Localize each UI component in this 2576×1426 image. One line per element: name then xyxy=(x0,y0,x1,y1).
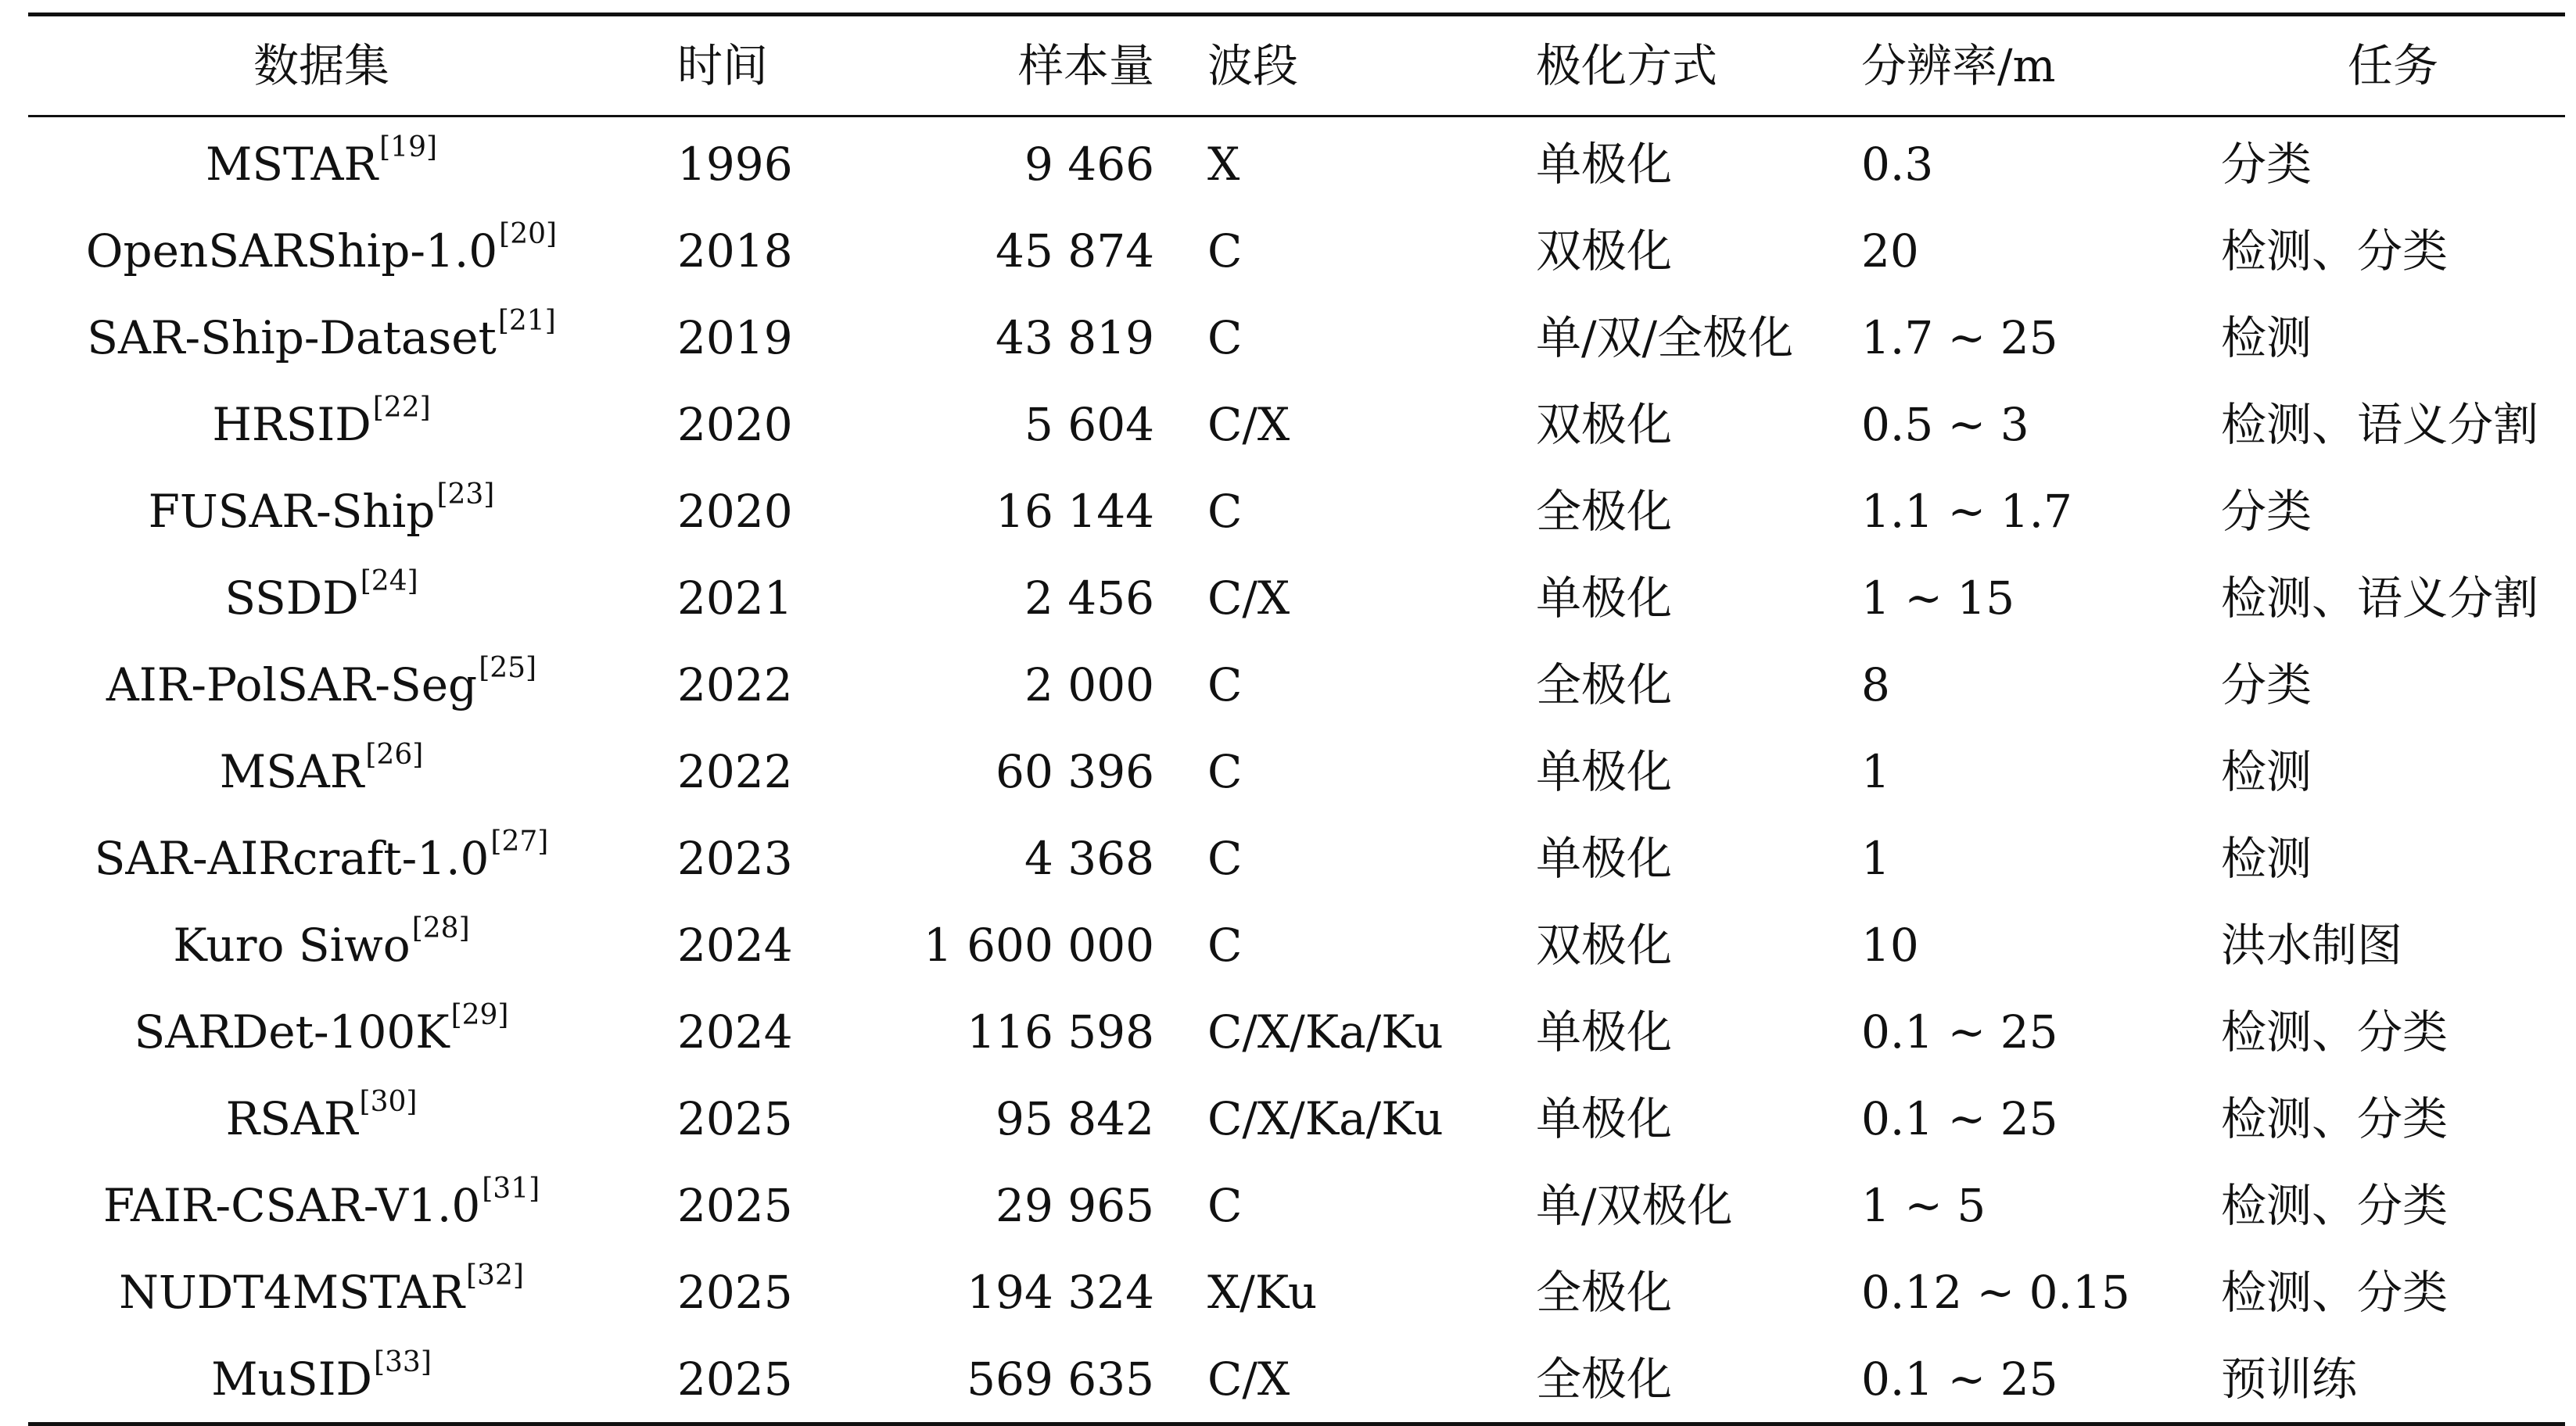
cell-year: 2025 xyxy=(677,1178,793,1232)
cell-dataset-name xyxy=(28,294,615,381)
dataset-name: MSTAR xyxy=(205,137,379,191)
table-row xyxy=(28,728,2565,815)
cell-polarization: 双极化 xyxy=(1536,397,1673,451)
cell-dataset-name xyxy=(28,554,615,641)
dataset-name: Kuro Siwo xyxy=(173,918,411,972)
cell-sample-count: 569 635 xyxy=(967,1352,1154,1406)
cell-year: 2023 xyxy=(677,831,793,885)
cell-sample-count: 95 842 xyxy=(996,1091,1154,1145)
table-row xyxy=(28,815,2565,901)
table-row xyxy=(28,988,2565,1075)
cell-sample-count: 1 600 000 xyxy=(923,918,1154,972)
cell-dataset-name xyxy=(28,468,615,554)
dataset-name: HRSID xyxy=(212,397,371,451)
table-row xyxy=(28,1335,2565,1422)
cell-polarization: 全极化 xyxy=(1536,484,1673,538)
citation-ref: [28] xyxy=(411,912,470,944)
cell-band: C xyxy=(1207,310,1243,364)
dataset-name: MSAR xyxy=(219,744,364,798)
cell-year: 2025 xyxy=(677,1352,793,1406)
citation-ref: [21] xyxy=(497,304,556,337)
dataset-name: RSAR xyxy=(225,1091,358,1145)
cell-resolution: 1 xyxy=(1861,831,1890,885)
cell-task: 检测、分类 xyxy=(2221,224,2449,278)
cell-band: C/X/Ka/Ku xyxy=(1207,1005,1444,1059)
citation-ref: [30] xyxy=(359,1085,418,1118)
dataset-name: OpenSARShip-1.0 xyxy=(85,224,498,278)
cell-dataset-name xyxy=(28,901,615,988)
cell-dataset-name xyxy=(28,1335,615,1422)
citation-ref: [20] xyxy=(499,217,558,250)
cell-resolution: 0.1 ~ 25 xyxy=(1861,1352,2058,1406)
cell-sample-count: 16 144 xyxy=(996,484,1154,538)
table-row xyxy=(28,468,2565,554)
cell-dataset-name xyxy=(28,988,615,1075)
dataset-name: SAR-AIRcraft-1.0 xyxy=(94,831,490,885)
cell-resolution: 20 xyxy=(1861,224,1919,278)
cell-polarization: 单极化 xyxy=(1536,571,1673,625)
cell-year: 2019 xyxy=(677,310,793,364)
cell-sample-count: 29 965 xyxy=(996,1178,1154,1232)
cell-dataset-name xyxy=(28,815,615,901)
cell-year: 2025 xyxy=(677,1265,793,1319)
bottom-rule xyxy=(28,1422,2565,1426)
cell-resolution: 0.5 ~ 3 xyxy=(1861,397,2029,451)
dataset-name: FAIR-CSAR-V1.0 xyxy=(102,1178,481,1232)
cell-band: C/X xyxy=(1207,397,1290,451)
dataset-table-grid xyxy=(28,16,2565,1422)
citation-ref: [33] xyxy=(373,1345,432,1378)
cell-task: 检测 xyxy=(2221,744,2312,798)
cell-task: 分类 xyxy=(2221,484,2312,538)
cell-resolution: 10 xyxy=(1861,918,1919,972)
cell-polarization: 全极化 xyxy=(1536,1352,1673,1406)
cell-band: C xyxy=(1207,918,1243,972)
cell-resolution: 1.7 ~ 25 xyxy=(1861,310,2058,364)
cell-sample-count: 5 604 xyxy=(1024,397,1154,451)
cell-task: 检测、语义分割 xyxy=(2221,571,2539,625)
table-row xyxy=(28,207,2565,294)
cell-sample-count: 9 466 xyxy=(1024,137,1154,191)
table-row xyxy=(28,901,2565,988)
header-name: 数据集 xyxy=(253,39,389,92)
cell-resolution: 0.1 ~ 25 xyxy=(1861,1005,2058,1059)
cell-sample-count: 45 874 xyxy=(996,224,1154,278)
cell-year: 2025 xyxy=(677,1091,793,1145)
cell-year: 2020 xyxy=(677,484,793,538)
cell-task: 检测、语义分割 xyxy=(2221,397,2539,451)
table-row xyxy=(28,1249,2565,1335)
cell-task: 检测、分类 xyxy=(2221,1091,2449,1145)
cell-task: 预训练 xyxy=(2221,1352,2358,1406)
cell-band: C xyxy=(1207,1178,1243,1232)
dataset-name: FUSAR-Ship xyxy=(148,484,436,538)
header-year: 时间 xyxy=(677,39,769,92)
cell-band: C xyxy=(1207,744,1243,798)
cell-dataset-name xyxy=(28,207,615,294)
citation-ref: [22] xyxy=(372,391,431,424)
dataset-name: AIR-PolSAR-Seg xyxy=(106,657,478,711)
table-row xyxy=(28,554,2565,641)
cell-dataset-name xyxy=(28,728,615,815)
cell-year: 2021 xyxy=(677,571,793,625)
cell-dataset-name xyxy=(28,641,615,728)
cell-dataset-name xyxy=(28,117,615,207)
cell-year: 2020 xyxy=(677,397,793,451)
table-row xyxy=(28,1162,2565,1249)
cell-sample-count: 43 819 xyxy=(996,310,1154,364)
cell-sample-count: 2 000 xyxy=(1024,657,1154,711)
cell-resolution: 1 ~ 15 xyxy=(1861,571,2015,625)
cell-band: X/Ku xyxy=(1207,1265,1318,1319)
cell-task: 检测 xyxy=(2221,831,2312,885)
cell-task: 洪水制图 xyxy=(2221,918,2403,972)
cell-year: 2024 xyxy=(677,918,793,972)
citation-ref: [27] xyxy=(490,825,549,858)
cell-sample-count: 116 598 xyxy=(967,1005,1154,1059)
cell-year: 2024 xyxy=(677,1005,793,1059)
citation-ref: [31] xyxy=(482,1172,540,1205)
cell-band: C xyxy=(1207,831,1243,885)
header-band: 波段 xyxy=(1207,39,1299,92)
dataset-name: NUDT4MSTAR xyxy=(119,1265,465,1319)
cell-band: C xyxy=(1207,484,1243,538)
citation-ref: [25] xyxy=(479,651,537,684)
cell-polarization: 全极化 xyxy=(1536,657,1673,711)
dataset-name: SAR-Ship-Dataset xyxy=(87,310,497,364)
cell-task: 分类 xyxy=(2221,137,2312,191)
cell-polarization: 双极化 xyxy=(1536,224,1673,278)
cell-polarization: 单极化 xyxy=(1536,1005,1673,1059)
citation-ref: [24] xyxy=(360,564,418,597)
cell-task: 检测、分类 xyxy=(2221,1178,2449,1232)
header-resolution: 分辨率/m xyxy=(1861,39,2056,92)
table-row xyxy=(28,381,2565,468)
cell-polarization: 全极化 xyxy=(1536,1265,1673,1319)
citation-ref: [29] xyxy=(450,998,509,1031)
cell-dataset-name xyxy=(28,1162,615,1249)
cell-band: C/X xyxy=(1207,1352,1290,1406)
cell-task: 检测 xyxy=(2221,310,2312,364)
cell-polarization: 单/双极化 xyxy=(1536,1178,1733,1232)
cell-band: C xyxy=(1207,224,1243,278)
header-polarization: 极化方式 xyxy=(1536,39,1718,92)
cell-year: 2022 xyxy=(677,744,793,798)
cell-dataset-name xyxy=(28,381,615,468)
cell-year: 2018 xyxy=(677,224,793,278)
table-row xyxy=(28,294,2565,381)
cell-year: 1996 xyxy=(677,137,793,191)
cell-resolution: 1 xyxy=(1861,744,1890,798)
cell-dataset-name xyxy=(28,1249,615,1335)
cell-resolution: 1 ~ 5 xyxy=(1861,1178,1986,1232)
cell-band: C/X xyxy=(1207,571,1290,625)
table-body xyxy=(28,117,2565,1422)
citation-ref: [26] xyxy=(365,738,424,771)
cell-resolution: 0.3 xyxy=(1861,137,1934,191)
cell-task: 检测、分类 xyxy=(2221,1005,2449,1059)
cell-resolution: 0.1 ~ 25 xyxy=(1861,1091,2058,1145)
cell-band: C xyxy=(1207,657,1243,711)
cell-year: 2022 xyxy=(677,657,793,711)
dataset-name: SARDet-100K xyxy=(134,1005,450,1059)
table-row xyxy=(28,641,2565,728)
cell-polarization: 单/双/全极化 xyxy=(1536,310,1794,364)
citation-ref: [32] xyxy=(466,1259,524,1292)
header-count: 样本量 xyxy=(1017,39,1154,92)
header-task: 任务 xyxy=(2347,39,2438,92)
cell-sample-count: 60 396 xyxy=(996,744,1154,798)
cell-polarization: 单极化 xyxy=(1536,1091,1673,1145)
dataset-name: MuSID xyxy=(211,1352,372,1406)
header-row xyxy=(28,16,2565,115)
dataset-name: SSDD xyxy=(224,571,359,625)
cell-resolution: 0.12 ~ 0.15 xyxy=(1861,1265,2130,1319)
cell-dataset-name xyxy=(28,1075,615,1162)
table-row xyxy=(28,117,2565,207)
cell-sample-count: 194 324 xyxy=(967,1265,1154,1319)
citation-ref: [19] xyxy=(379,131,438,163)
cell-sample-count: 2 456 xyxy=(1024,571,1154,625)
cell-sample-count: 4 368 xyxy=(1024,831,1154,885)
table-header xyxy=(28,16,2565,117)
cell-polarization: 双极化 xyxy=(1536,918,1673,972)
cell-polarization: 单极化 xyxy=(1536,137,1673,191)
cell-band: X xyxy=(1207,137,1240,191)
cell-polarization: 单极化 xyxy=(1536,744,1673,798)
table-row xyxy=(28,1075,2565,1162)
citation-ref: [23] xyxy=(436,478,495,511)
cell-resolution: 8 xyxy=(1861,657,1890,711)
cell-resolution: 1.1 ~ 1.7 xyxy=(1861,484,2072,538)
cell-task: 分类 xyxy=(2221,657,2312,711)
cell-band: C/X/Ka/Ku xyxy=(1207,1091,1444,1145)
dataset-table xyxy=(28,13,2565,1426)
cell-polarization: 单极化 xyxy=(1536,831,1673,885)
cell-task: 检测、分类 xyxy=(2221,1265,2449,1319)
